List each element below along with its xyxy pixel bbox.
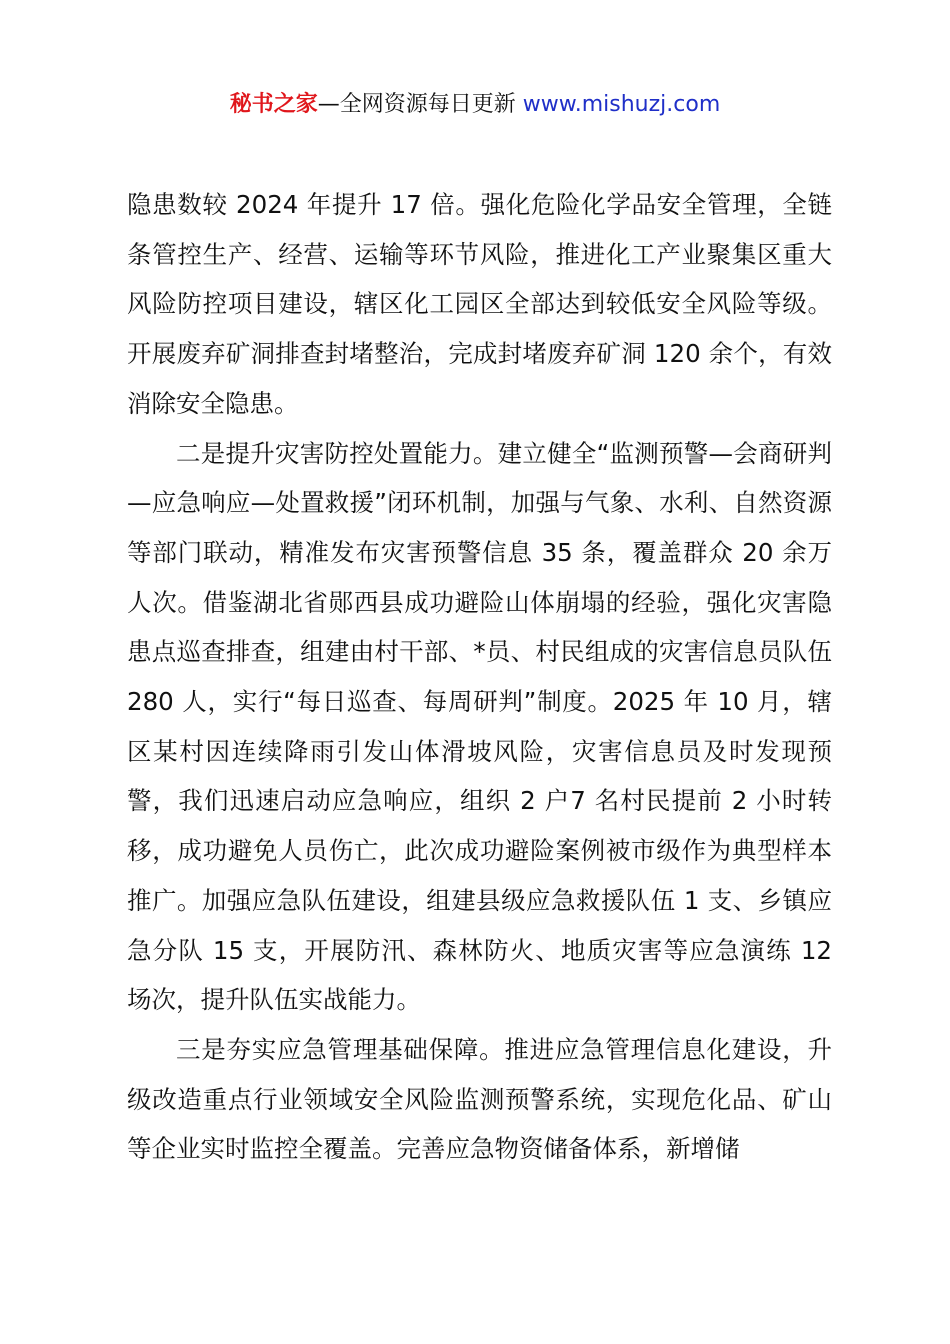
paragraph-emergency-foundation: 三是夯实应急管理基础保障。推进应急管理信息化建设，升级改造重点行业领域安全风险监测预警系统，实现危化品、矿山等企业实时监控全覆盖。完善应急物资储备体系，新增储: [127, 1034, 832, 1164]
paragraph-continuation: 隐患数较 2024 年提升 17 倍。强化危险化学品安全管理，全链条管控生产、经营、运输等环节风险，推进化工产业聚集区重大风险防控项目建设，辖区化工园区全部达到较低安全风险等级。开展废弃矿洞排查封堵整治，完成封堵废弃矿洞 120 余个，有效消除安全隐患。: [127, 190, 832, 418]
paragraph-disaster-prevention: 二是提升灾害防控处置能力。建立健全“监测预警—会商研判—应急响应—处置救援”闭环机制，加强与气象、水利、自然资源等部门联动，精准发布灾害预警信息 35 条，覆盖群众 20 余万人次。借鉴湖北省郧西县成功避险山体崩塌的经验，强化灾害隐患点巡查排查，组建由村干部、*员、村民组成的灾害信息员队伍 280 人，实行“每日巡查、每周研判”制度。2025 年 10 月，辖区某村因连续降雨引发山体滑坡风险，灾害信息员及时发现预警，我们迅速启动应急响应，组织 2 户7 名村民提前 2 小时转移，成功避免人员伤亡，此次成功避险案例被市级作为典型样本推广。加强应急队伍建设，组建县级应急救援队伍 1 支、乡镇应急分队 15 支，开展防汛、森林防火、地质灾害等应急演练 12 场次，提升队伍实战能力。: [127, 438, 832, 1015]
page-header: [0, 88, 950, 122]
header-site-link[interactable]: www.mishuzj.com: [522, 92, 721, 117]
header-slogan: —全网资源每日更新: [317, 92, 523, 117]
header-brand: 秘书之家: [229, 92, 318, 117]
document-body: [127, 180, 832, 1174]
